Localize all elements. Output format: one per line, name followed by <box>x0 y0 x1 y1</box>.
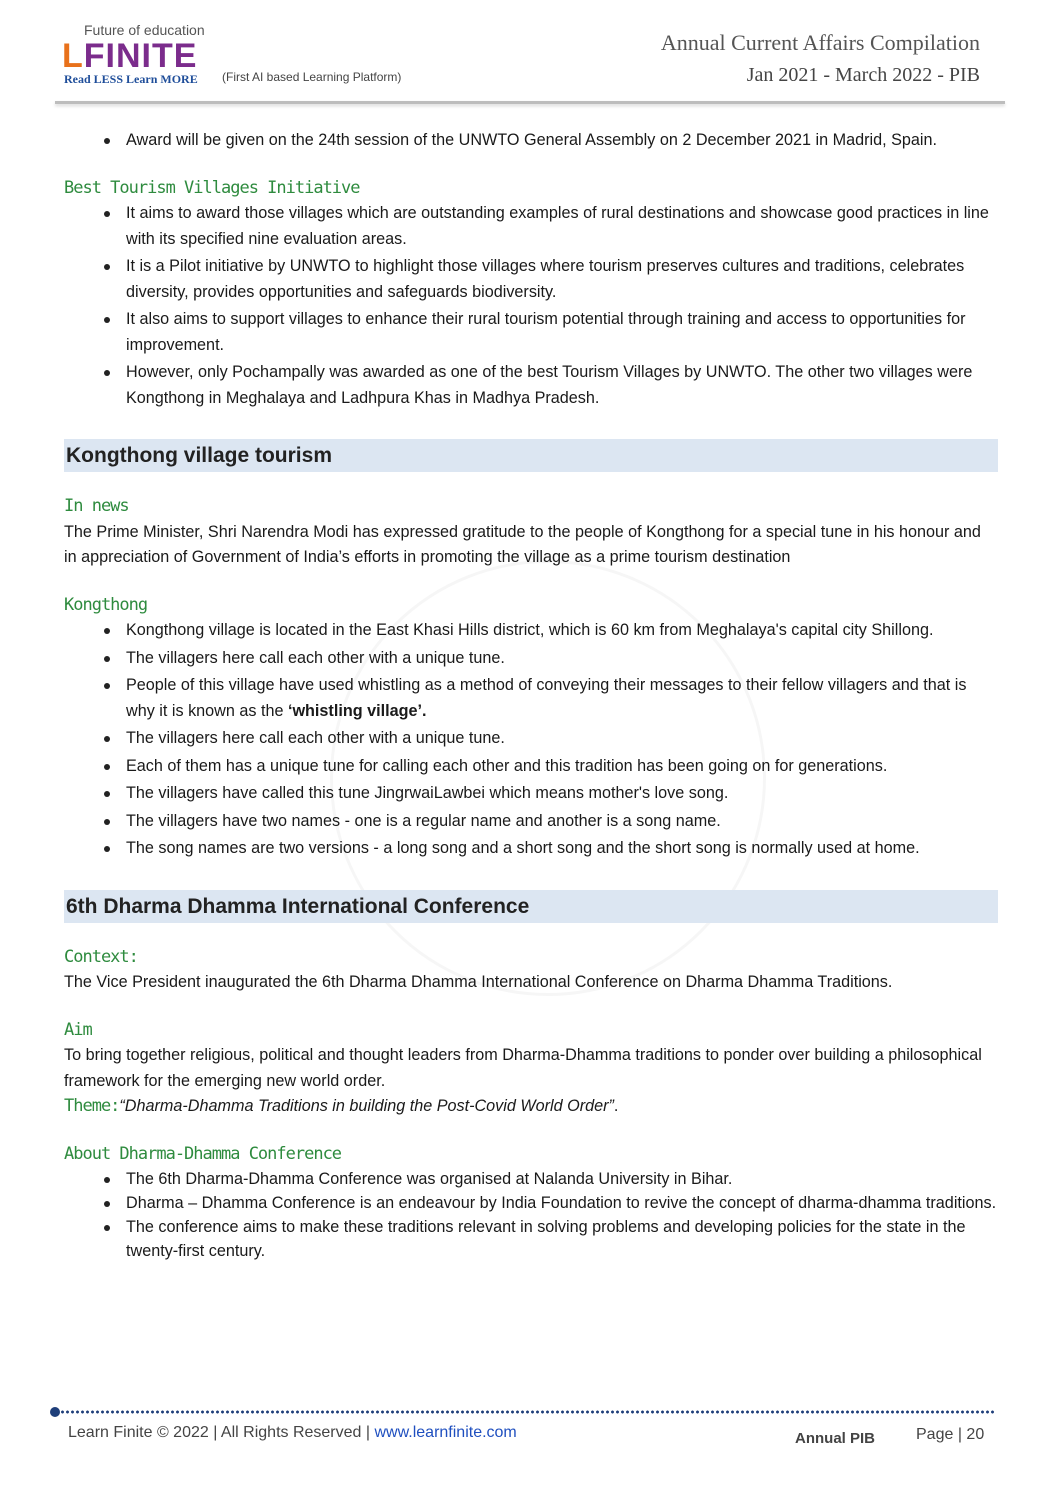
list-item: Kongthong village is located in the East Khasi Hills district, which is 60 km from Meghalaya's capital city Shillong. <box>126 618 998 644</box>
context-text: The Vice President inaugurated the 6th Dharma Dhamma International Conference on Dharma Dhamma Traditions. <box>64 973 893 991</box>
list-item: It is a Pilot initiative by UNWTO to highlight those villages where tourism preserves cultures and traditions, celebrates diversity, provides opportunities and safeguards biodiversity. <box>126 254 998 305</box>
aim-text: To bring together religious, political and thought leaders from Dharma-Dhamma traditions to ponder over building a philosophical framework for the emerging new world order. <box>64 1046 982 1090</box>
best-tourism-villages-heading: Best Tourism Villages Initiative <box>64 177 360 198</box>
theme-line: Theme:“Dharma-Dhamma Traditions in building the Post-Covid World Order”. <box>64 1096 619 1116</box>
list-item: Dharma – Dhamma Conference is an endeavour by India Foundation to revive the concept of dharma-dhamma traditions. <box>126 1191 998 1215</box>
list-item: The villagers here call each other with a unique tune. <box>126 726 998 752</box>
dharma-section-title: 6th Dharma Dhamma International Conference <box>64 890 998 923</box>
logo-tagline: Future of education <box>84 22 205 38</box>
logo-wordmark <box>62 38 197 74</box>
footer-copyright <box>68 1424 517 1442</box>
footer-annual-label: Annual PIB <box>795 1430 876 1447</box>
aim-heading: Aim <box>64 1019 92 1040</box>
logo-letter-l: L <box>62 37 84 75</box>
best-tourism-villages-list <box>64 201 998 411</box>
header-title: Annual Current Affairs Compilation <box>660 30 980 55</box>
logo-slogan <box>64 72 198 87</box>
about-conference-heading: About Dharma-Dhamma Conference <box>64 1143 342 1164</box>
slogan-read: Read LESS <box>64 72 124 86</box>
list-item: The conference aims to make these traditions relevant in solving problems and developing policies for the state in the twenty-first century. <box>126 1215 998 1263</box>
list-item: The villagers have called this tune JingrwaiLawbei which means mother's love song. <box>126 781 998 807</box>
kongthong-heading: Kongthong <box>64 594 148 615</box>
list-item: The villagers here call each other with a unique tune. <box>126 646 998 672</box>
list-item: Award will be given on the 24th session of the UNWTO General Assembly on 2 December 2021 in Madrid, Spain. <box>126 128 998 154</box>
copyright-text: Learn Finite © 2022 | All Rights Reserved | <box>68 1424 371 1441</box>
list-item: It aims to award those villages which are outstanding examples of rural destinations and showcase good practices in line with its specified nine evaluation areas. <box>126 201 998 252</box>
list-item: The villagers have two names - one is a regular name and another is a song name. <box>126 809 998 835</box>
page-header <box>0 0 1058 108</box>
context-heading: Context: <box>64 946 138 967</box>
list-item <box>126 673 998 724</box>
kongthong-list <box>64 618 998 862</box>
whistling-village-bold: ‘whistling village’. <box>287 701 427 720</box>
logo-letters-finite: FINITE <box>83 37 198 75</box>
in-news-text: The Prime Minister, Shri Narendra Modi has expressed gratitude to the people of Kongthong for a special tune in his honour and in appreciation of Government of India’s efforts in promoting the village as a prime tourism destination <box>64 522 981 566</box>
list-item: The 6th Dharma-Dhamma Conference was organised at Nalanda University in Bihar. <box>126 1167 998 1191</box>
list-item: However, only Pochampally was awarded as one of the best Tourism Villages by UNWTO. The other two villages were Kongthong in Meghalaya and Ladhpura Khas in Madhya Pradesh. <box>126 360 998 411</box>
platform-caption: (First AI based Learning Platform) <box>222 70 402 84</box>
header-divider <box>55 101 1005 104</box>
page-content <box>64 128 998 1263</box>
theme-text: “Dharma-Dhamma Traditions in building the Post-Covid World Order” <box>119 1097 614 1115</box>
slogan-learn: Learn MORE <box>126 72 198 86</box>
whistling-text: People of this village have used whistling as a method of conveying their messages to their fellow villagers and that is why it is known as the <box>126 676 967 720</box>
learnfinite-logo <box>62 22 232 88</box>
award-list <box>64 128 998 154</box>
list-item: Each of them has a unique tune for calling each other and this tradition has been going on for generations. <box>126 754 998 780</box>
theme-label: Theme: <box>64 1096 120 1116</box>
website-link[interactable]: www.learnfinite.com <box>374 1424 517 1441</box>
header-subtitle: Jan 2021 - March 2022 - PIB <box>746 64 980 86</box>
about-conference-list <box>64 1167 998 1263</box>
list-item: The song names are two versions - a long song and a short song and the short song is normally used at home. <box>126 836 998 862</box>
list-item: It also aims to support villages to enhance their rural tourism potential through training and access to opportunities for improvement. <box>126 307 998 358</box>
kongthong-section-title: Kongthong village tourism <box>64 439 998 472</box>
footer-dotted-rule <box>55 1409 995 1415</box>
in-news-heading: In news <box>64 496 129 516</box>
page-number: Page | 20 <box>916 1426 985 1443</box>
